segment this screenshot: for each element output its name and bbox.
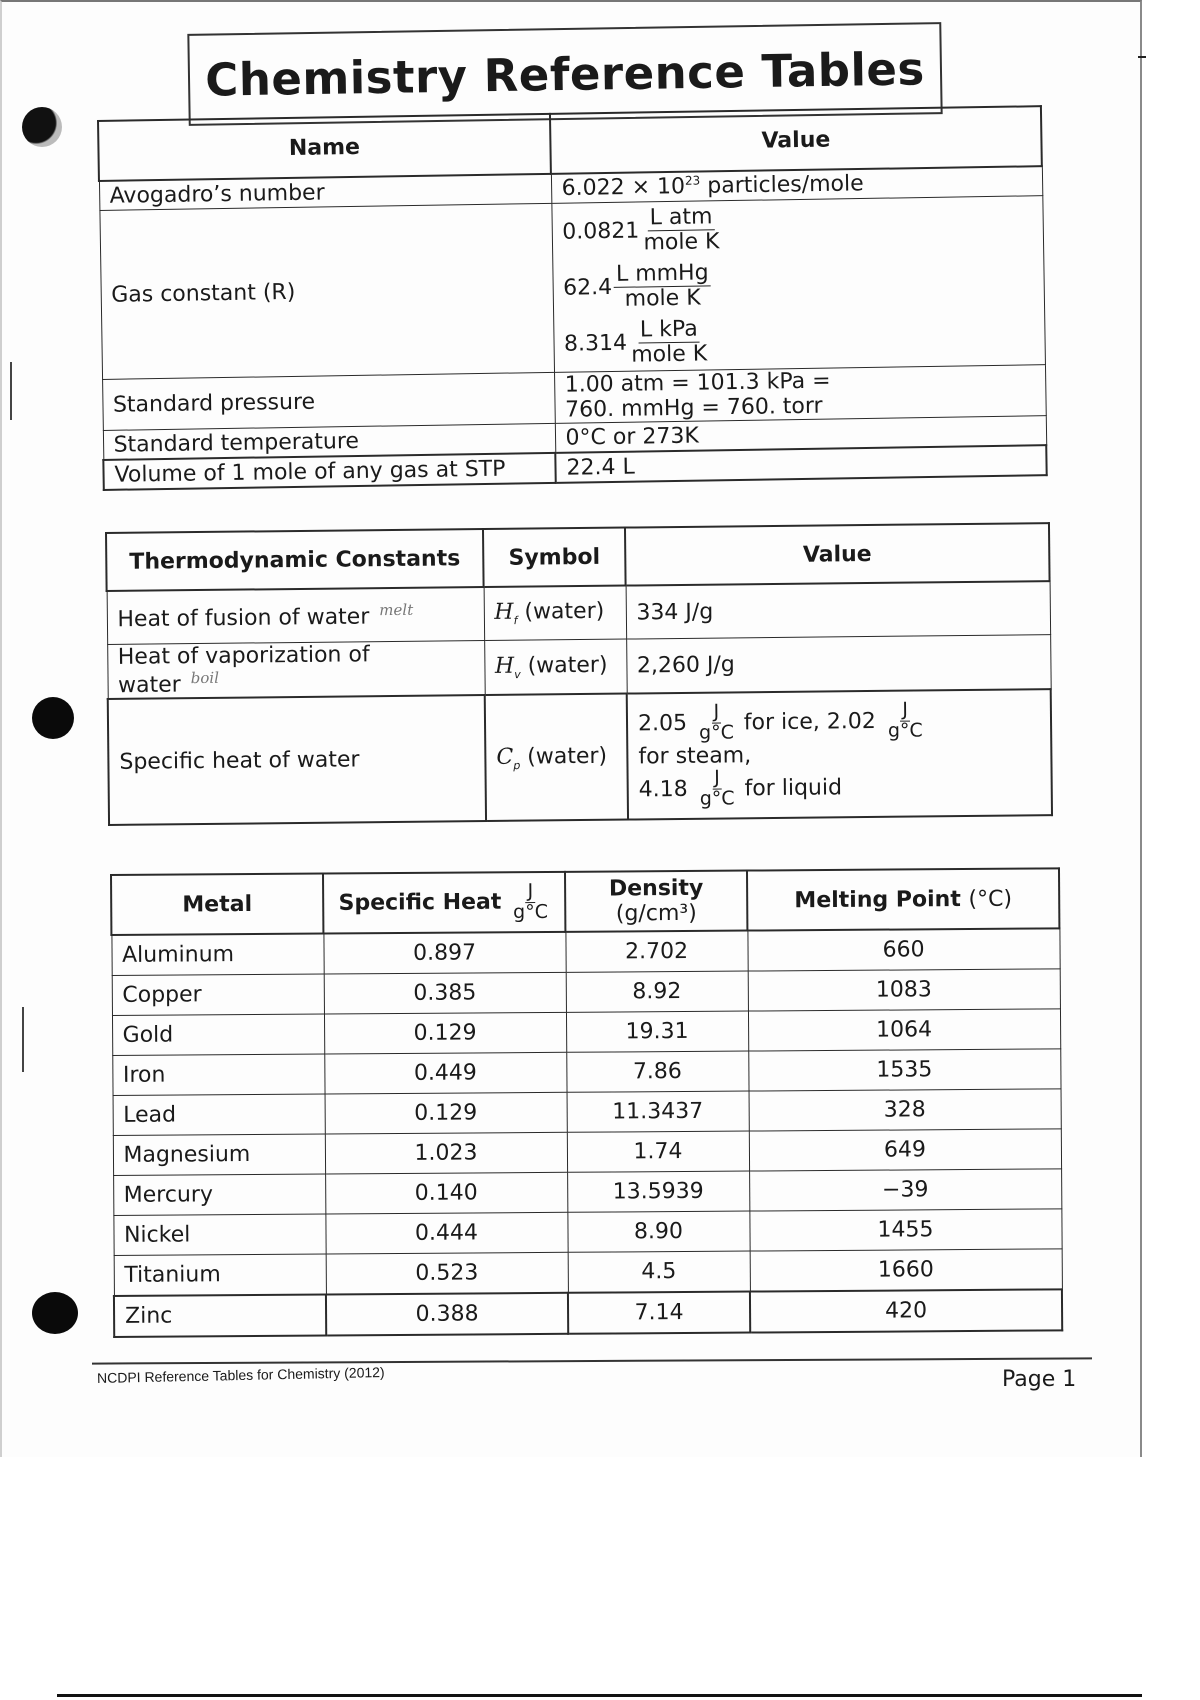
page-title: Chemistry Reference Tables: [204, 41, 926, 107]
cell-specific-heat: 0.140: [325, 1172, 567, 1214]
page-number: Page 1: [1002, 1367, 1077, 1392]
header-thermo-constants: Thermodynamic Constants: [106, 529, 484, 591]
constants-table: [97, 105, 1048, 491]
punch-hole-mark: [32, 1292, 78, 1334]
bottom-rule: [57, 1694, 1142, 1697]
row-name: Heat of vaporization of water $^{boil}$: [107, 641, 485, 700]
row-name: Heat of fusion of water $^{melt}$: [107, 587, 485, 644]
cell-melting-point: 1064: [748, 1009, 1060, 1051]
row-name: Volume of 1 mole of any gas at STP: [103, 453, 555, 490]
header-specific-heat: Specific Heat $\frac{J}{g^\circ C}$: [323, 872, 565, 934]
table-row: [113, 1169, 1061, 1216]
gas-constant-value: 0.0821 $\frac{\text{L atm}}{\text{mole K}}$: [562, 204, 720, 255]
cell-melting-point: 1535: [748, 1049, 1060, 1091]
cell-metal: Iron: [112, 1054, 324, 1095]
cell-specific-heat: 0.388: [326, 1293, 568, 1336]
row-name: Standard temperature: [103, 423, 555, 460]
cell-density: 13.5939: [567, 1171, 749, 1212]
cell-specific-heat: 0.897: [323, 932, 565, 974]
gas-constant-value: 62.4 $\frac{\text{L mmHg}}{\text{mole K}}$: [563, 252, 1034, 315]
cell-density: 2.702: [565, 931, 747, 973]
table-row: [111, 928, 1059, 975]
fraction: $\frac{\text{L mmHg}}{\text{mole K}}$: [614, 262, 711, 311]
row-symbol: $H_f$ (water): [484, 586, 627, 641]
header-melting-point: Melting Point (°C): [747, 868, 1059, 930]
fraction: $\frac{\text{L atm}}{\text{mole K}}$: [643, 204, 720, 255]
row-name: Avogadro’s number: [99, 174, 551, 211]
thermodynamic-table: [105, 522, 1053, 826]
cell-density: 8.92: [566, 971, 748, 1012]
cell-melting-point: 1083: [748, 969, 1060, 1011]
header-symbol: Symbol: [483, 528, 626, 587]
row-name: Specific heat of water: [108, 695, 486, 825]
row-name: Gas constant (R): [99, 203, 554, 379]
table-header-row: [106, 523, 1050, 591]
row-value: 334 J/g: [626, 581, 1051, 639]
row-value: 0°C or 273K: [555, 416, 1046, 453]
cell-density: 19.31: [566, 1011, 748, 1052]
cell-density: 7.86: [566, 1051, 748, 1092]
row-value: $6.022 \times 10^{23}$ particles/mole: [551, 166, 1042, 203]
table-row: [107, 635, 1051, 700]
row-value: 2.05 $\frac{J}{g^\circ C}$ for ice, 2.02 $\frac{J}{g^\circ C}$ for steam, 4.18 $\frac{J}{g^\circ C}$ for liquid: [627, 689, 1052, 819]
header-density: Density (g/cm³): [565, 871, 747, 932]
table-row: [107, 581, 1051, 644]
header-value: Value: [625, 523, 1050, 585]
cell-melting-point: 420: [750, 1289, 1062, 1332]
punch-hole-mark: [22, 107, 62, 147]
cell-specific-heat: 0.523: [326, 1252, 568, 1294]
row-value: 1.00 atm = 101.3 kPa = 760. mmHg = 760. torr: [554, 365, 1046, 424]
punch-hole-mark: [32, 697, 74, 739]
row-value: 22.4 L: [555, 445, 1046, 483]
fraction: $\frac{J}{g^\circ C}$: [699, 700, 735, 744]
cell-metal: Titanium: [114, 1254, 326, 1296]
row-value: 2,260 J/g: [626, 635, 1051, 694]
cell-density: 11.3437: [567, 1091, 749, 1132]
cell-metal: Nickel: [113, 1214, 325, 1255]
cell-metal: Gold: [112, 1014, 324, 1055]
cell-metal: Zinc: [114, 1295, 326, 1337]
fraction: $\frac{\text{L kPa}}{\text{mole K}}$: [631, 316, 708, 368]
row-value: [551, 196, 1045, 373]
table-row: [113, 1129, 1061, 1176]
scan-artifact-tick: [1138, 56, 1146, 58]
fraction: $\frac{J}{g^\circ C}$: [887, 698, 923, 742]
cell-specific-heat: 0.129: [325, 1092, 567, 1134]
scan-artifact-line: [10, 362, 12, 420]
cell-metal: Copper: [112, 974, 324, 1015]
cell-density: 4.5: [568, 1251, 750, 1293]
table-row: [108, 689, 1052, 825]
table-row: [112, 1049, 1060, 1096]
table-row: [113, 1089, 1061, 1136]
row-symbol: $H_v$ (water): [484, 639, 627, 695]
footer-source: NCDPI Reference Tables for Chemistry (2012): [96, 1363, 385, 1387]
cell-metal: Mercury: [113, 1174, 325, 1215]
header-value: Value: [550, 106, 1042, 174]
cell-melting-point: 660: [747, 928, 1059, 971]
scan-artifact-line: [22, 1007, 24, 1072]
cell-melting-point: 328: [749, 1089, 1061, 1131]
table-header-row: [111, 868, 1059, 935]
table-row: [114, 1289, 1062, 1337]
fraction: $\frac{J}{g^\circ C}$: [513, 879, 549, 923]
table-row: [114, 1249, 1062, 1296]
cell-specific-heat: 0.444: [325, 1212, 567, 1254]
cell-metal: Lead: [113, 1094, 325, 1135]
cell-melting-point: 649: [749, 1129, 1061, 1171]
cell-melting-point: 1660: [750, 1249, 1062, 1292]
header-metal: Metal: [111, 874, 323, 935]
table-row: [112, 969, 1060, 1016]
header-name: Name: [98, 114, 551, 181]
cell-melting-point: −39: [749, 1169, 1061, 1211]
row-symbol: $C_p$ (water): [485, 694, 628, 821]
handwritten-note: melt: [379, 600, 414, 619]
metal-rows: [111, 928, 1062, 1337]
cell-melting-point: 1455: [749, 1209, 1061, 1251]
row-name: Standard pressure: [102, 372, 555, 430]
cell-specific-heat: 0.385: [324, 972, 566, 1014]
cell-density: 1.74: [567, 1131, 749, 1172]
footer-divider: [92, 1357, 1092, 1364]
cell-specific-heat: 1.023: [325, 1132, 567, 1174]
fraction: $\frac{J}{g^\circ C}$: [699, 766, 735, 810]
cell-specific-heat: 0.129: [324, 1012, 566, 1054]
cell-density: 8.90: [567, 1211, 749, 1252]
table-row: [99, 196, 1045, 380]
table-row: [113, 1209, 1061, 1256]
cell-density: 7.14: [568, 1292, 750, 1334]
metals-table: [110, 867, 1063, 1338]
cell-specific-heat: 0.449: [324, 1052, 566, 1094]
cell-metal: Magnesium: [113, 1134, 325, 1175]
table-row: [112, 1009, 1060, 1056]
handwritten-note: boil: [190, 668, 220, 688]
gas-constant-value: 8.314 $\frac{\text{L kPa}}{\text{mole K}}$: [563, 316, 708, 368]
cell-metal: Aluminum: [111, 934, 323, 976]
